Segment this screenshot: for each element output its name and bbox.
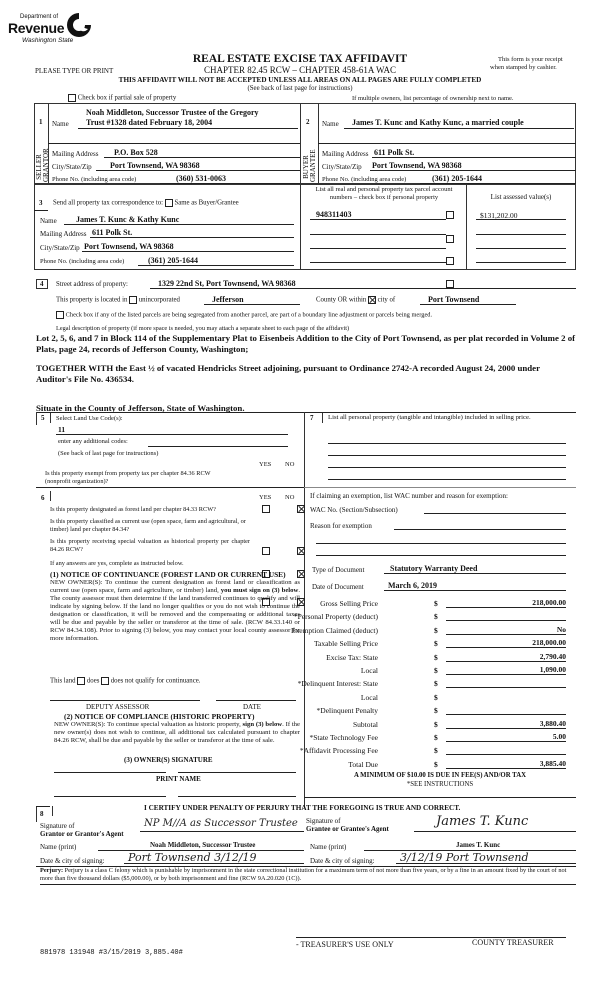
buyer-city-label: City/State/Zip xyxy=(322,163,362,171)
buyer-mailing[interactable]: 611 Polk St. xyxy=(374,148,415,157)
financial-label: Total Due xyxy=(348,760,378,769)
please-type: PLEASE TYPE OR PRINT xyxy=(35,67,114,75)
unincorporated-checkbox[interactable] xyxy=(129,296,137,304)
corr-city[interactable]: Port Townsend, WA 98368 xyxy=(84,242,174,251)
financial-value[interactable]: 2,790.40 xyxy=(446,652,566,662)
minimum-note: A MINIMUM OF $10.00 IS DUE IN FEE(S) AND/OR TAX xyxy=(353,772,527,779)
financial-label: *Personal Property (deduct) xyxy=(293,612,378,621)
parcels-header: List all real and personal property tax parcel account numbers – check box if personal property xyxy=(315,186,453,201)
financial-label: Taxable Selling Price xyxy=(313,639,378,648)
dollar-sign: $ xyxy=(434,639,438,648)
assessed-header: List assessed value(s) xyxy=(490,193,552,201)
seller-phone[interactable]: (360) 531-0063 xyxy=(176,174,226,183)
treasurer-use-only: - TREASURER'S USE ONLY xyxy=(296,940,394,949)
grantor-signature[interactable]: NP M∕∕A as Successor Trustee xyxy=(144,818,298,829)
section-8-number: 8 xyxy=(40,810,44,818)
buyer-phone[interactable]: (361) 205-1644 xyxy=(432,174,482,183)
partial-sale-checkbox[interactable] xyxy=(68,94,76,102)
buyer-name[interactable]: James T. Kunc and Kathy Kunc, a married couple xyxy=(352,118,524,127)
seller-city-label: City/State/Zip xyxy=(52,163,92,171)
grantee-name-label: Name (print) xyxy=(310,843,347,851)
personal-property-label: List all personal property (tangible and intangible) included in selling price. xyxy=(328,414,531,421)
located-row: This property is located in unincorporated xyxy=(56,296,180,304)
segregated-checkbox[interactable] xyxy=(56,311,64,319)
grantor-name[interactable]: Noah Middleton, Successor Trustee xyxy=(150,841,256,849)
print-name-label: PRINT NAME xyxy=(156,775,201,783)
does-not-qualify-checkbox[interactable] xyxy=(101,677,109,685)
corr-phone-label: Phone No. (including area code) xyxy=(40,258,125,265)
buyer-city[interactable]: Port Townsend, WA 98368 xyxy=(372,161,462,170)
financial-label: Exemption Claimed (deduct) xyxy=(290,626,378,635)
financial-value[interactable] xyxy=(446,611,566,621)
buyer-phone-label: Phone No. (including area code) xyxy=(322,176,407,183)
wac-label: WAC No. (Section/Subsection) xyxy=(310,506,398,514)
land-use-code[interactable]: 11 xyxy=(58,425,66,434)
dor-logo xyxy=(8,12,108,52)
receipt-stamp: 881978 131948 #3/15/2019 3,885.40# xyxy=(40,949,183,957)
dollar-sign: $ xyxy=(434,733,438,742)
exempt-yes-label: YES xyxy=(259,461,272,468)
doc-date[interactable]: March 6, 2019 xyxy=(388,581,437,590)
exempt-no-label: NO xyxy=(285,461,295,468)
financial-value[interactable] xyxy=(446,705,566,715)
same-as-buyer-checkbox[interactable] xyxy=(165,199,173,207)
buyer-mailing-label: Mailing Address xyxy=(322,150,369,158)
corr-city-label: City/State/Zip xyxy=(40,244,80,252)
seller-name-label: Name xyxy=(52,120,69,128)
dollar-sign: $ xyxy=(434,612,438,621)
financial-label: Gross Selling Price xyxy=(320,599,378,608)
s6-no-checkbox[interactable] xyxy=(297,570,305,578)
s6-if-yes: If any answers are yes, complete as instructed below. xyxy=(50,560,184,567)
segregated-row: Check box if any of the listed parcels are being segregated from another parcel, are part of a boundary line adjustment or parcels being merged. xyxy=(56,311,432,319)
financial-value[interactable]: 1,090.00 xyxy=(446,665,566,675)
county-treasurer: COUNTY TREASURER xyxy=(472,938,554,947)
logo-revenue: Revenue xyxy=(8,20,65,36)
seller-phone-label: Phone No. (including area code) xyxy=(52,176,137,183)
seller-name-line1[interactable]: Noah Middleton, Successor Trustee of the Gregory xyxy=(86,108,259,117)
reason-label: Reason for exemption xyxy=(310,522,372,530)
exempt-no-checkbox[interactable] xyxy=(297,505,305,513)
dollar-sign: $ xyxy=(434,653,438,662)
notice2-title: (2) NOTICE OF COMPLIANCE (HISTORIC PROPERTY) xyxy=(64,712,255,721)
deputy-assessor-label: DEPUTY ASSESSOR xyxy=(86,703,150,711)
logo-department: Department of xyxy=(20,14,59,20)
section-2-number: 2 xyxy=(306,118,310,126)
s6-no-checkbox[interactable] xyxy=(297,547,305,555)
financial-value[interactable]: No xyxy=(446,625,566,635)
parcel-personal-checkbox[interactable] xyxy=(446,235,454,243)
grantee-sig-label: Signature of Grantee or Grantee's Agent xyxy=(306,817,389,833)
section-1-number: 1 xyxy=(39,118,43,126)
grantee-name[interactable]: James T. Kunc xyxy=(456,841,501,849)
section-5-number: 5 xyxy=(41,414,45,422)
same-as-buyer-label: Same as Buyer/Grantee xyxy=(174,199,239,207)
additional-codes-label: enter any additional codes: xyxy=(58,438,128,445)
legal-description-2[interactable]: TOGETHER WITH the East ½ of vacated Hendricks Street adjoining, pursuant to Ordinance 2742-A recorded August 24, 2000 under Auditor's File No. 436534. xyxy=(36,363,540,384)
owner-signature-label: (3) OWNER(S) SIGNATURE xyxy=(124,756,213,764)
doc-type-label: Type of Document xyxy=(312,566,365,574)
logo-state: Washington State xyxy=(22,37,74,44)
parcel-personal-checkbox[interactable] xyxy=(446,211,454,219)
dollar-sign: $ xyxy=(434,693,438,702)
financial-label: *Delinquent Penalty xyxy=(316,706,378,715)
within-city-checkbox[interactable] xyxy=(368,296,376,304)
corr-mailing-label: Mailing Address xyxy=(40,230,87,238)
financial-label: *State Technology Fee xyxy=(309,733,378,742)
legal-description-1[interactable]: Lot 2, 5, 6, and 7 in Block 114 of the Supplementary Plat to Eisenbeis Addition to the City of Port Townsend, as per plat recorded in Volume 2 of Plats, page 24, records of Jefferson County, Washington; xyxy=(36,333,576,354)
section-3-number: 3 xyxy=(39,199,43,207)
dollar-sign: $ xyxy=(434,706,438,715)
buyer-side-label: BUYER GRANTEE xyxy=(302,149,317,182)
warning-text: THIS AFFIDAVIT WILL NOT BE ACCEPTED UNLESS ALL AREAS ON ALL PAGES ARE FULLY COMPLETED xyxy=(118,76,482,84)
dollar-sign: $ xyxy=(434,746,438,755)
dor-swirl-icon xyxy=(66,12,92,38)
see-instructions: *SEE INSTRUCTIONS xyxy=(406,781,474,788)
property-county[interactable]: Jefferson xyxy=(212,295,244,304)
exempt-yes-checkbox[interactable] xyxy=(262,505,270,513)
notice1-title: (1) NOTICE OF CONTINUANCE (FOREST LAND OR CURRENT USE) xyxy=(50,570,286,579)
s6-yes-label: YES xyxy=(259,494,272,501)
grantee-date-label: Date & city of signing: xyxy=(310,857,375,865)
s6-question: Is this property receiving special valuation as historical property per chapter 84.26 RCW? xyxy=(50,538,250,553)
financial-label: Excise Tax: State xyxy=(326,653,378,662)
parcel-assessed[interactable]: $131,202.00 xyxy=(480,211,518,220)
doc-date-label: Date of Document xyxy=(312,583,364,591)
dollar-sign: $ xyxy=(434,666,438,675)
partial-sale-label: Check box if partial sale of property xyxy=(77,94,177,102)
form-title: REAL ESTATE EXCISE TAX AFFIDAVIT xyxy=(192,53,408,65)
parcel-personal-checkbox[interactable] xyxy=(446,257,454,265)
financial-label: Local xyxy=(360,666,378,675)
receipt-note-2: when stamped by cashier. xyxy=(490,64,557,71)
dollar-sign: $ xyxy=(434,599,438,608)
street-label: Street address of property: xyxy=(56,281,128,288)
seller-mailing-label: Mailing Address xyxy=(52,150,99,158)
grantor-date-city[interactable]: Port Townsend 3/12/19 xyxy=(128,851,257,864)
financial-value[interactable] xyxy=(446,678,566,688)
legal-label: Legal description of property (if more space is needed, you may attach a separate sheet to each page of the affidavit) xyxy=(56,325,350,332)
multiple-owners-note: If multiple owners, list percentage of ownership next to name. xyxy=(352,95,514,102)
financial-value[interactable]: 218,000.00 xyxy=(446,598,566,608)
notice2-body: NEW OWNER(S): To continue special valuation as historic property, sign (3) below. If the new owner(s) does not wish to continue, all additional tax calculated pursuant to chapter 84.26 RCW, shall be due and payable by the seller or transferor at the time of sale. xyxy=(54,721,300,744)
dollar-sign: $ xyxy=(434,679,438,688)
exempt-question: Is this property exempt from property tax per chapter 84.36 RCW (nonprofit organization)? xyxy=(45,470,211,485)
section-6-number: 6 xyxy=(41,494,45,502)
instructions-note: (See back of last page for instructions) xyxy=(247,85,353,92)
section-7-number: 7 xyxy=(310,414,314,422)
legal-description-3[interactable]: Situate in the County of Jefferson, State of Washington. xyxy=(36,403,245,413)
grantor-date-label: Date & city of signing: xyxy=(40,857,105,865)
partial-sale xyxy=(68,94,176,102)
property-city[interactable]: Port Townsend xyxy=(428,295,480,304)
financial-value[interactable]: 3,880.40 xyxy=(446,719,566,729)
grantor-sig-label: Signature of Grantor or Grantor's Agent xyxy=(40,822,124,838)
corr-name[interactable]: James T. Kunc & Kathy Kunc xyxy=(76,215,180,224)
s6-question: Is this property designated as forest land per chapter 84.33 RCW? xyxy=(50,506,216,513)
parcel-number[interactable]: 948311403 xyxy=(316,210,352,219)
dollar-sign: $ xyxy=(434,626,438,635)
certify-statement: I CERTIFY UNDER PENALTY OF PERJURY THAT THE FOREGOING IS TRUE AND CORRECT. xyxy=(144,804,461,812)
section-4-number: 4 xyxy=(36,279,48,289)
exemption-label: If claiming an exemption, list WAC number and reason for exemption: xyxy=(310,492,508,500)
corr-phone[interactable]: (361) 205-1644 xyxy=(148,256,198,265)
perjury-note: Perjury: Perjury is a class C felony which is punishable by imprisonment in the state correctional institution for a maximum term of not more than five years, or by a fine in an amount fixed by the court of not more than five thousand dollars ($5,000.00), or by both imprisonment and fine (RCW 9A.20.020 (1C)). xyxy=(40,867,567,882)
grantee-signature[interactable]: James T. Kunc xyxy=(436,814,529,829)
financial-label: Local xyxy=(360,693,378,702)
grantor-name-label: Name (print) xyxy=(40,843,77,851)
s6-question: Is this property classified as current use (open space, farm and agricultural, or timber) land per chapter 84.34? xyxy=(50,518,246,533)
does-qualify-checkbox[interactable] xyxy=(77,677,85,685)
s6-yes-checkbox[interactable] xyxy=(262,547,270,555)
corr-name-label: Name xyxy=(40,217,57,225)
financial-value[interactable]: 3,885.40 xyxy=(446,759,566,769)
property-street[interactable]: 1329 22nd St, Port Townsend, WA 98368 xyxy=(158,279,296,288)
financial-value[interactable]: 218,000.00 xyxy=(446,638,566,648)
receipt-note-1: This form is your receipt xyxy=(498,56,563,63)
county-or-label: County OR within city of xyxy=(316,296,396,304)
notice1-body: NEW OWNER(S): To continue the current designation as forest land or classification as current use (open space, farm and agriculture, or timber) land, you must sign on (3) below. The county assessor must then determine if the land transferred continues to qualify and will indicate by signing below. If the land no longer qualifies or you do not wish to continue the designation or classification, it will be removed and the compensating or additional taxes will be due and payable by the seller or transferor at the time of sale. (RCW 84.33.140 or RCW 84.34.108). Prior to signing (3) below, you may contact your local county assessor for more information. xyxy=(50,579,300,642)
seller-city[interactable]: Port Townsend, WA 98368 xyxy=(110,161,200,170)
financial-value[interactable] xyxy=(446,745,566,755)
continuance-row: This land does does not qualify for continuance. xyxy=(50,677,201,685)
financial-label: *Affidavit Processing Fee xyxy=(299,746,378,755)
corr-mailing[interactable]: 611 Polk St. xyxy=(92,228,133,237)
dollar-sign: $ xyxy=(434,720,438,729)
seller-side-label: SELLER GRANTOR xyxy=(35,148,50,182)
financial-value[interactable]: 5.00 xyxy=(446,732,566,742)
s6-no-label: NO xyxy=(285,494,295,501)
parcel-personal-checkbox[interactable] xyxy=(446,280,454,288)
financial-label: *Delinquent Interest: State xyxy=(297,679,378,688)
grantee-date-city[interactable]: 3/12/19 Port Townsend xyxy=(400,851,529,864)
buyer-name-label: Name xyxy=(322,120,339,128)
date-label: DATE xyxy=(243,703,261,711)
dollar-sign: $ xyxy=(434,760,438,769)
doc-type[interactable]: Statutory Warranty Deed xyxy=(390,564,478,573)
correspondence-label: Send all property tax correspondence to: Same as Buyer/Grantee xyxy=(53,199,239,207)
seller-name-line2[interactable]: Trust #1328 dated February 18, 2004 xyxy=(86,118,213,127)
land-use-label: Select Land Use Code(s): xyxy=(56,415,123,422)
financial-label: Subtotal xyxy=(352,720,378,729)
financial-value[interactable] xyxy=(446,692,566,702)
land-use-instructions: (See back of last page for instructions) xyxy=(58,450,159,457)
form-chapter: CHAPTER 82.45 RCW – CHAPTER 458-61A WAC xyxy=(204,65,396,75)
seller-mailing[interactable]: P.O. Box 528 xyxy=(114,148,158,157)
